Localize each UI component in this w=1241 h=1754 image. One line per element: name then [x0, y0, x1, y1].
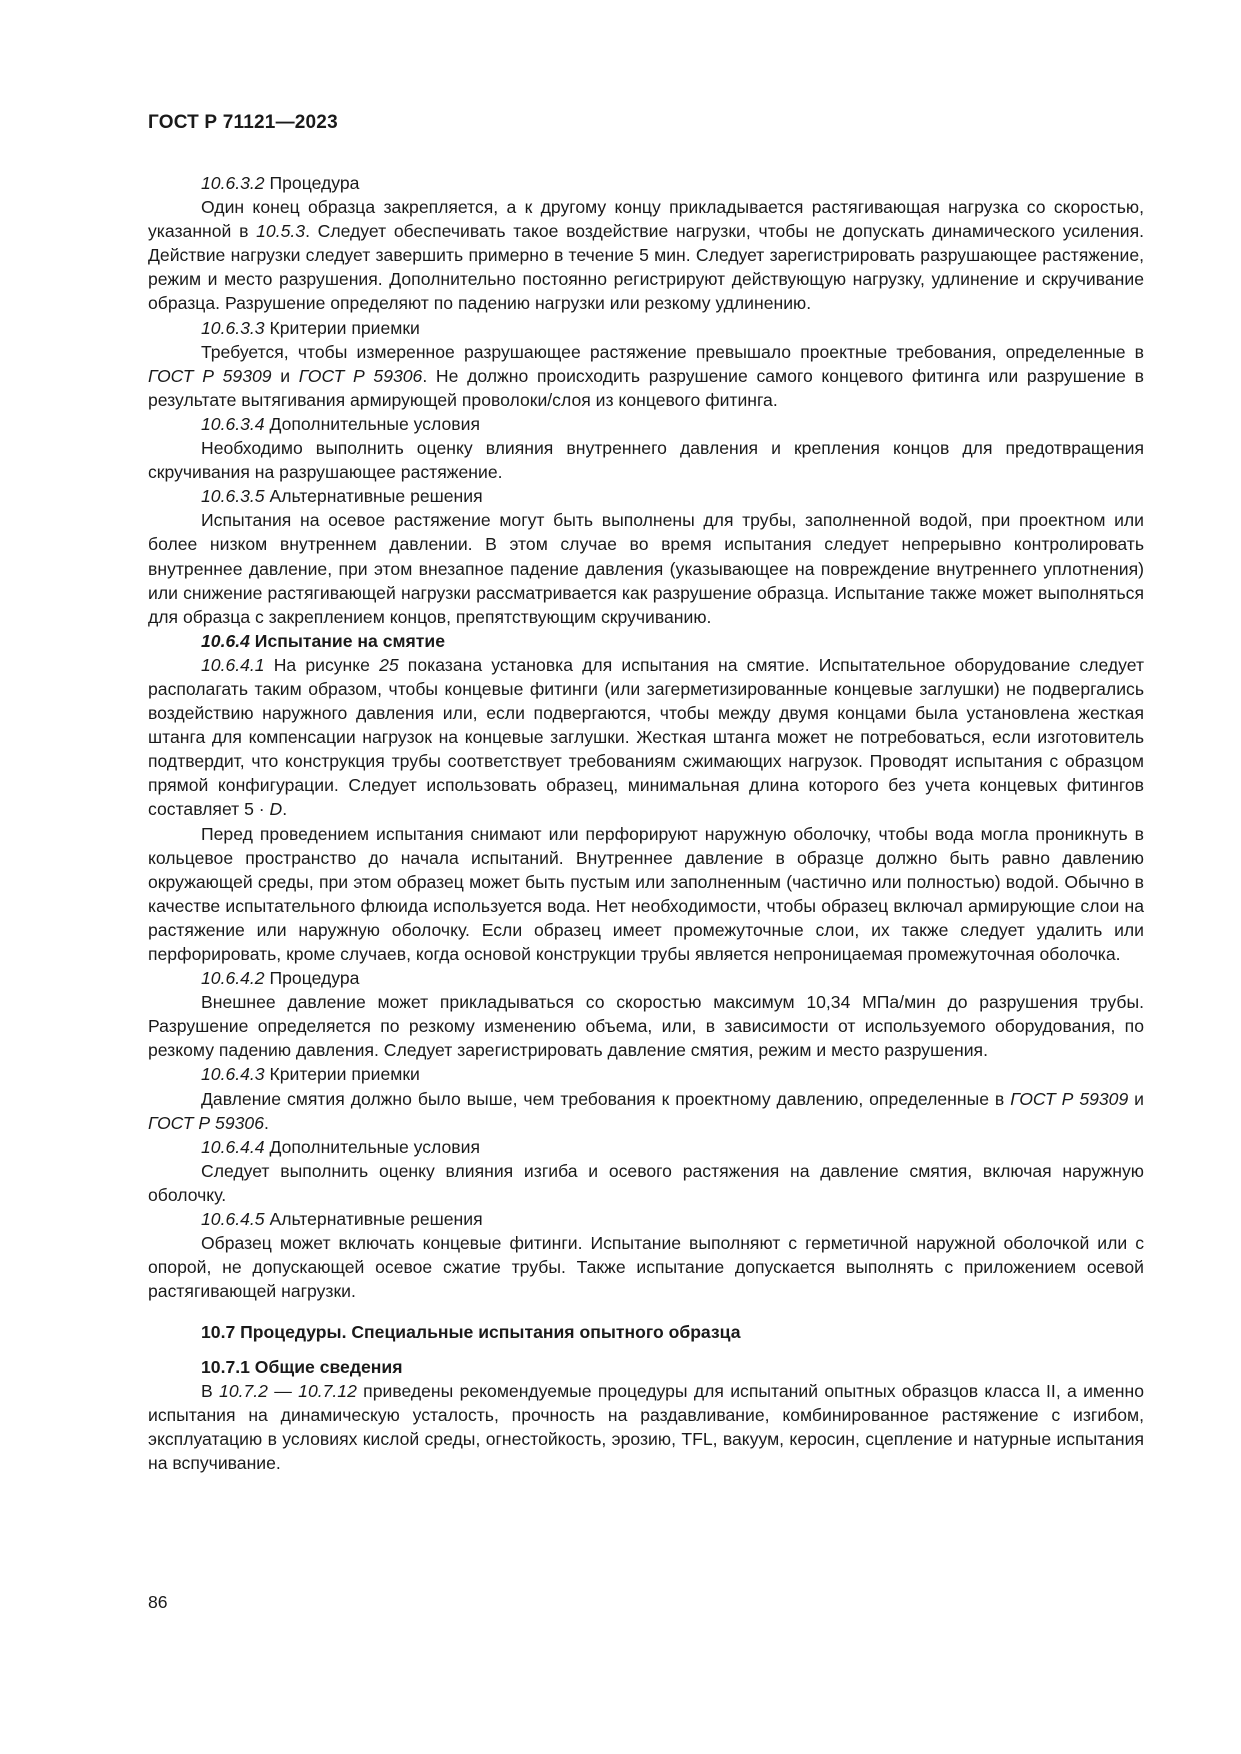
section-heading-10-6-4 — [148, 629, 1144, 653]
subsection-heading-10-6-4-3 — [148, 1062, 1144, 1086]
section-title: Дополнительные условия — [264, 1136, 480, 1157]
text: . Следует обеспечивать такое воздействие нагрузки, чтобы не допускать динамического усиления. Действие нагрузки следует завершить примерно в течение 5 мин. Следует зарегистрировать разрушающее растяжение, режим и место разрушения. Дополнительно постоянно регистрируют действующую нагрузку, удлинение и скручивание образца. Разрушение определяют по падению нагрузки или резкому удлинению. — [148, 221, 1144, 314]
section-number: 10.6.4.5 — [201, 1209, 265, 1230]
section-number: 10.6.4.1 — [201, 654, 265, 675]
paragraph — [148, 340, 1144, 412]
section-number: 10.6.4.3 — [201, 1064, 265, 1085]
section-title: Испытание на смятие — [249, 630, 445, 651]
paragraph: Образец может включать концевые фитинги. Испытание выполняют с герметичной наружной оболочкой или с опорой, не допускающей осевое сжатие трубы. Также испытание допускается выполнять с приложением осевой растягивающей нагрузки. — [148, 1233, 1144, 1302]
document-number: ГОСТ Р 71121—2023 — [148, 112, 338, 133]
section-number: 10.6.3.5 — [201, 486, 265, 507]
paragraph — [148, 653, 1144, 822]
section-number: 10.6.3.2 — [201, 173, 265, 193]
paragraph: Необходимо выполнить оценку влияния внутреннего давления и крепления концов для предотвращения скручивания на разрушающее растяжение. — [148, 438, 1144, 483]
text: На рисунке — [264, 654, 380, 675]
subsection-heading-10-6-4-4 — [148, 1135, 1144, 1159]
paragraph: Внешнее давление может прикладываться со скоростью максимум 10,34 МПа/мин до разрушения трубы. Разрушение определяется по резкому изменению объема, или, в зависимости от используемого оборудования, по резкому падению давления. Следует зарегистрировать давление смятия, режим и место разрушения. — [148, 992, 1144, 1061]
section-title: Критерии приемки — [264, 317, 420, 338]
subsection-heading-10-6-3-2 — [148, 171, 1144, 195]
cross-reference-link[interactable]: 10.7.12 — [298, 1380, 357, 1401]
paragraph: Перед проведением испытания снимают или перфорируют наружную оболочку, чтобы вода могла проникнуть в кольцевое пространство до начала испытаний. Внутреннее давление в образце должно быть равно давлению окружающей среды, при этом образец может быть пустым или заполненным (частично или полностью) водой. Обычно в качестве испытательного флюида используется вода. Нет необходимости, чтобы образец включал армирующие слои на растяжение или наружную оболочку. Если образец имеет промежуточные слои, их также следует удалить или перфорировать, кроме случаев, когда основой конструкции трубы является непроницаемая промежуточная оболочка. — [148, 823, 1144, 964]
subsection-heading-10-6-3-4 — [148, 412, 1144, 436]
section-heading-10-7: 10.7 Процедуры. Специальные испытания опытного образца — [201, 1322, 741, 1343]
section-title: Дополнительные условия — [264, 413, 480, 434]
section-title: Критерии приемки — [264, 1064, 420, 1085]
paragraph — [148, 195, 1144, 315]
text: . — [282, 799, 288, 820]
subsection-heading-10-6-3-5 — [148, 484, 1144, 508]
section-heading-10-7-1: 10.7.1 Общие сведения — [201, 1356, 403, 1377]
standard-reference-link[interactable]: ГОСТ Р 59306 — [148, 1112, 264, 1133]
text: показана установка для испытания на смятие. Испытательное оборудование следует располагать таким образом, чтобы концевые фитинги (или загерметизированные концевые заглушки) не подвергались воздействию наружного давления или, если подвергаются, чтобы между двумя концами была установлена жесткая штанга для компенсации нагрузок на концевые заглушки. Жесткая штанга может не потребоваться, если изготовитель подтвердит, что конструкция трубы соответствует требованиям сжимающих нагрузок. Проводят испытания с образцом прямой конфигурации. Следует использовать образец, минимальная длина которого без учета концевых фитингов составляет 5 · — [148, 654, 1144, 820]
text: В — [201, 1380, 220, 1401]
paragraph: Испытания на осевое растяжение могут быть выполнены для трубы, заполненной водой, при проектном или более низком внутреннем давлении. В этом случае во время испытания следует непрерывно контролировать внутреннее давление, при этом внезапное падение давления (указывающее на повреждение внутреннего уплотнения) или снижение растягивающей нагрузки рассматривается как разрушение образца. Испытание также может выполняться для образца с закреплением концов, препятствующим скручиванию. — [148, 510, 1144, 627]
text: . Не должно происходить разрушение самого концевого фитинга или разрушение в результате вытягивания армирующей проволоки/слоя из концевого фитинга. — [148, 365, 1144, 410]
text: Один конец образца закрепляется, а к другому концу прикладывается растягивающая нагрузка со скоростью, указанной в — [148, 197, 1144, 242]
section-title: Альтернативные решения — [264, 486, 483, 507]
standard-reference-link[interactable]: ГОСТ Р 59309 — [148, 365, 272, 386]
section-number: 10.6.4 — [201, 630, 250, 651]
paragraph: Следует выполнить оценку влияния изгиба и осевого растяжения на давление смятия, включая наружную оболочку. — [148, 1160, 1144, 1205]
section-title: Альтернативные решения — [264, 1209, 483, 1230]
section-number: 10.6.3.3 — [201, 317, 265, 338]
text: приведены рекомендуемые процедуры для испытаний опытных образцов класса II, а именно испытания на динамическую усталость, прочность на раздавливание, комбинированное растяжение с изгибом, эксплуатацию в условиях кислой среды, огнестойкость, эрозию, TFL, вакуум, керосин, сцепление и натурные испытания на вспучивание. — [148, 1380, 1145, 1473]
subsection-heading-10-6-3-3 — [148, 316, 1144, 340]
subsection-heading-10-6-4-2 — [148, 966, 1144, 990]
standard-reference-link[interactable]: ГОСТ Р 59309 — [1010, 1088, 1129, 1109]
page-number: 86 — [148, 1592, 168, 1612]
standard-reference-link[interactable]: ГОСТ Р 59306 — [298, 365, 423, 386]
text: Требуется, чтобы измеренное разрушающее растяжение превышало проектные требования, определенные в — [201, 341, 1144, 362]
text: Давление смятия должно было выше, чем требования к проектному давлению, определенные в — [201, 1088, 1011, 1109]
section-title: Процедура — [264, 968, 360, 989]
document-body — [148, 171, 1144, 1475]
symbol-d: D — [269, 799, 283, 820]
text: и — [271, 365, 299, 386]
text: — — [267, 1380, 299, 1401]
text: . — [263, 1112, 269, 1133]
cross-reference-link[interactable]: 10.5.3 — [256, 221, 306, 242]
section-number: 10.6.4.4 — [201, 1136, 265, 1157]
section-number: 10.6.4.2 — [201, 968, 265, 989]
section-number: 10.6.3.4 — [201, 413, 265, 434]
text: и — [1128, 1088, 1144, 1109]
paragraph — [148, 1087, 1144, 1135]
paragraph — [148, 1379, 1144, 1475]
subsection-heading-10-6-4-5 — [148, 1207, 1144, 1231]
figure-reference-link[interactable]: 25 — [379, 654, 399, 675]
section-title: Процедура — [264, 173, 360, 193]
cross-reference-link[interactable]: 10.7.2 — [219, 1380, 268, 1401]
